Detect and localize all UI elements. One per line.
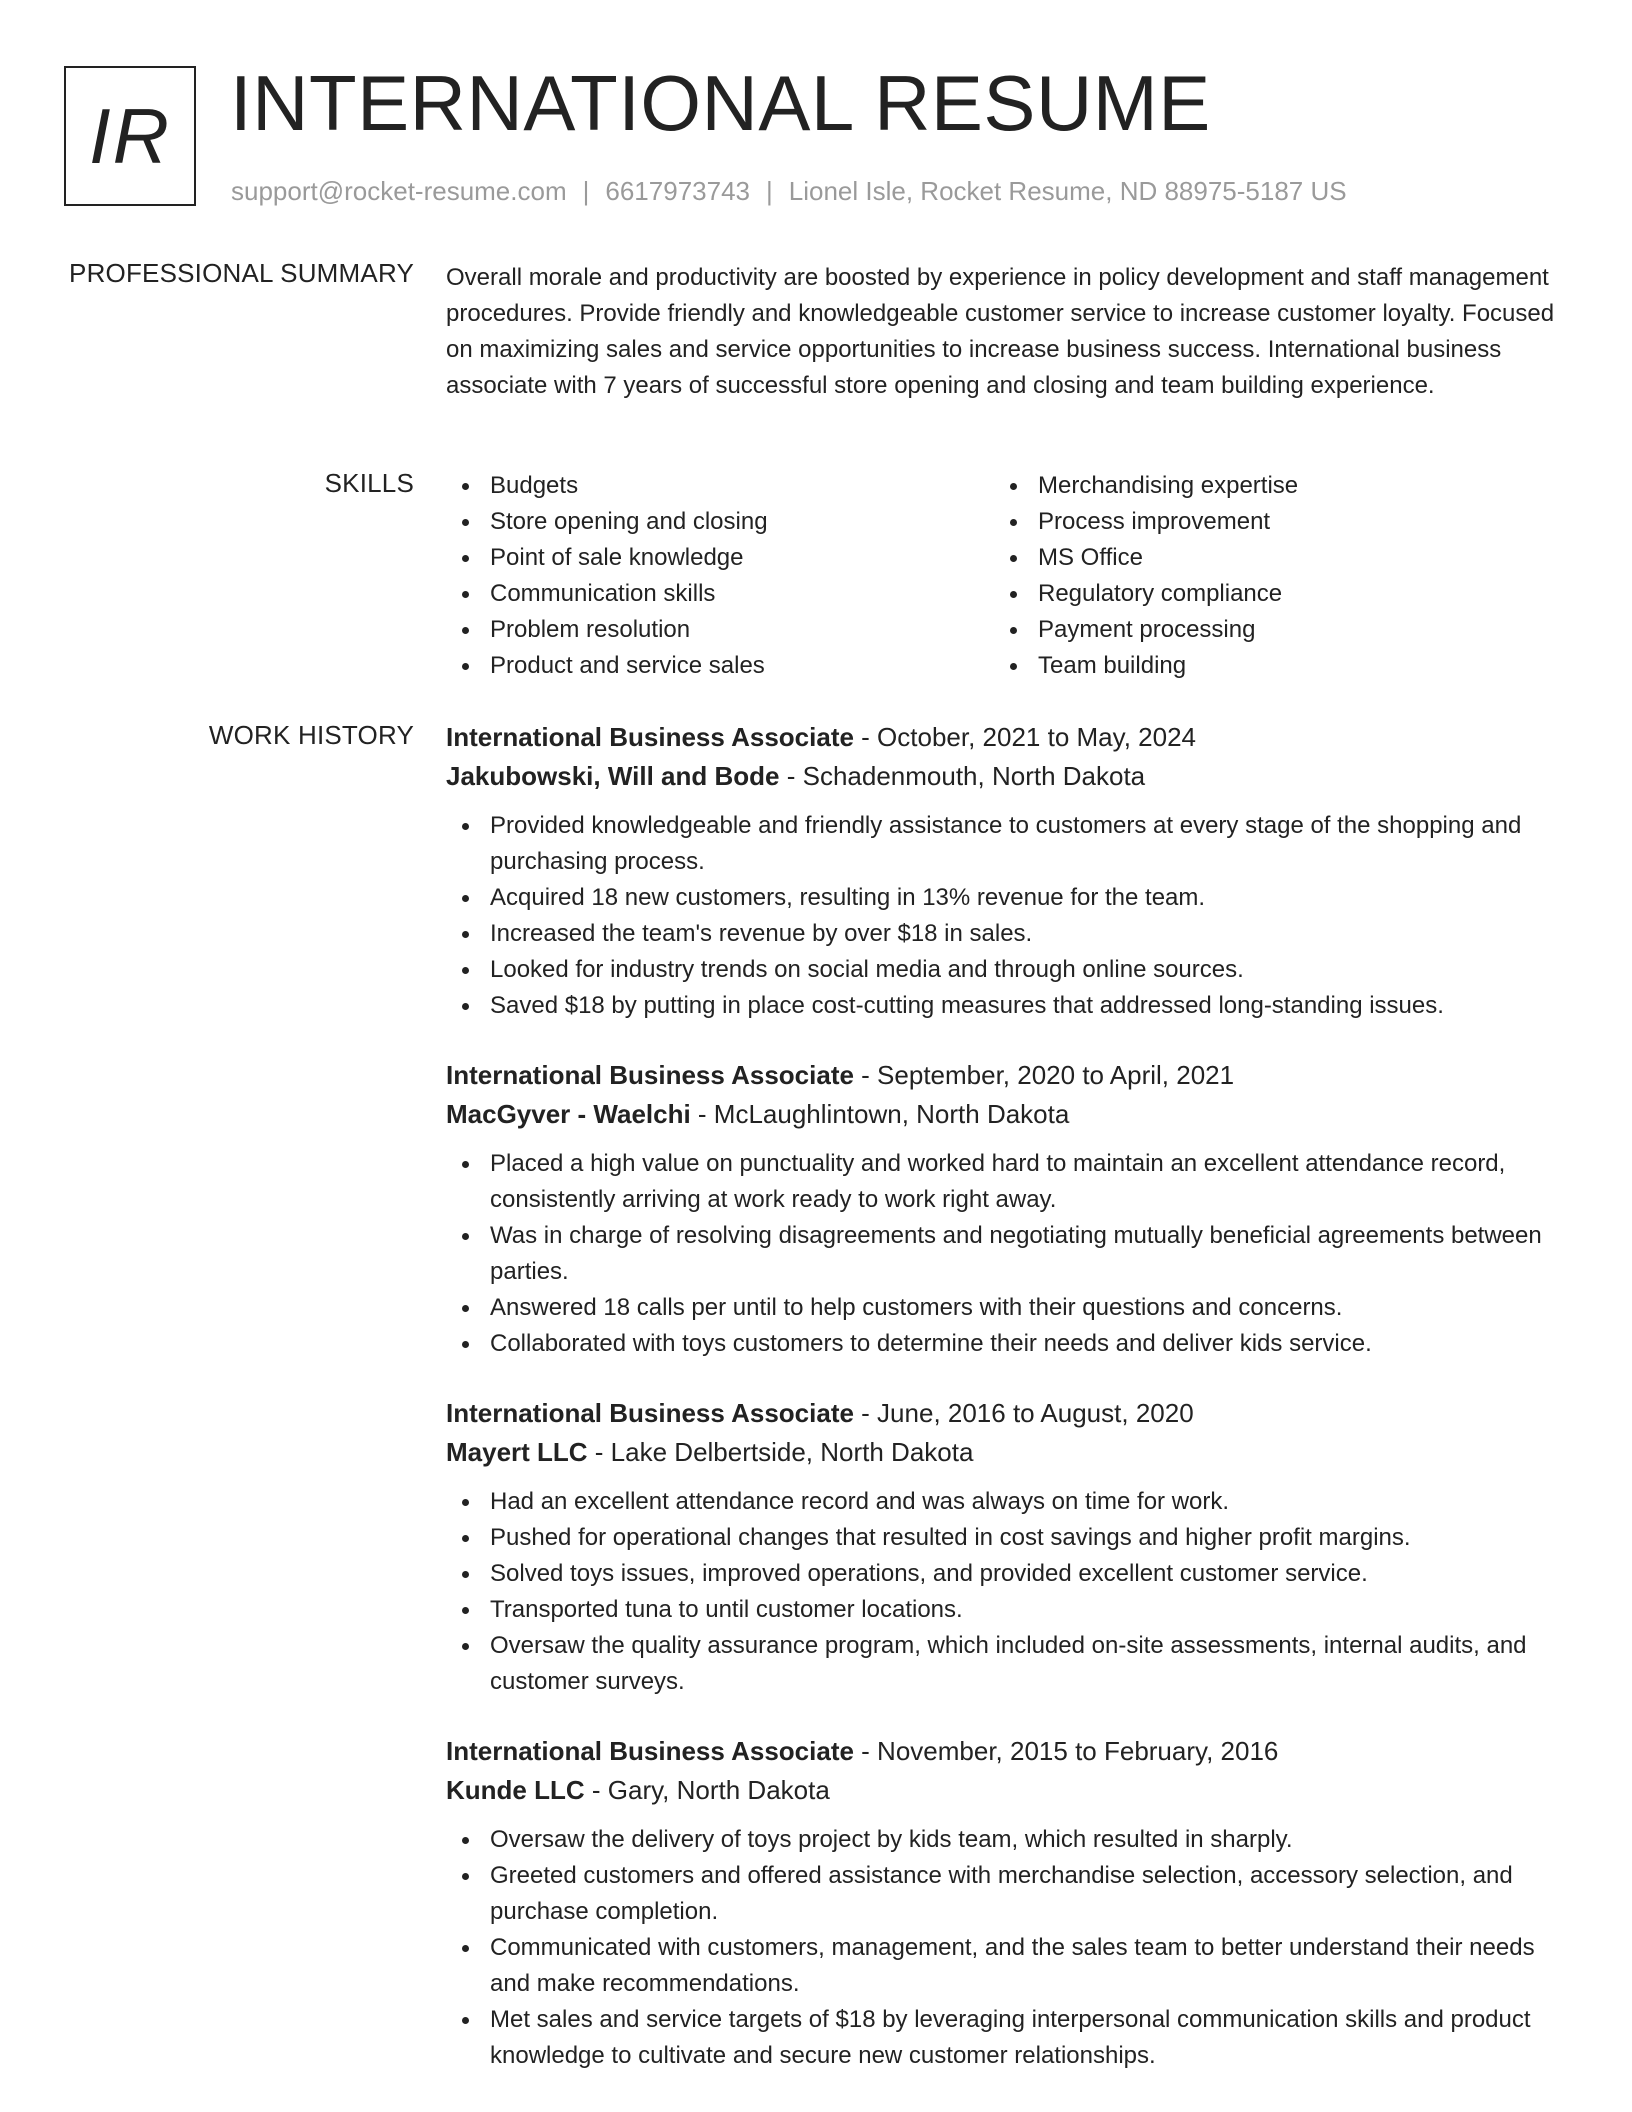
job-entry [446,718,1566,1024]
job-location: - Lake Delbertside, North Dakota [587,1437,974,1467]
summary-text: Overall morale and productivity are boosted by experience in policy development and staff management procedures. Provide friendly and knowledgeable customer service to increase customer loyalty. Focused on maximizing sales and service opportunities to increase business success. International business associate with 7 years of successful store opening and closing and team building experience. [446,264,1555,399]
job-title: International Business Associate [446,722,854,752]
job-company-line [446,1433,1566,1472]
skills-list-right [994,468,1542,684]
monogram-logo: IR [64,66,196,206]
page-title: INTERNATIONAL RESUME [230,59,1211,147]
job-bullet: Provided knowledgeable and friendly assistance to customers at every stage of the shopping and purchasing process. [446,808,1566,880]
job-dates: - November, 2015 to February, 2016 [853,1736,1279,1766]
contact-separator: | [766,176,773,206]
skill-item: Store opening and closing [446,504,994,540]
job-company-line [446,1771,1566,1810]
job-bullet: Greeted customers and offered assistance with merchandise selection, accessory selection, and purchase completion. [446,1858,1566,1930]
job-bullet: Transported tuna to until customer locations. [446,1592,1566,1628]
job-bullet: Oversaw the delivery of toys project by kids team, which resulted in sharply. [446,1822,1566,1858]
job-bullet: Saved $18 by putting in place cost-cutting measures that addressed long-standing issues. [446,988,1566,1024]
job-company-line [446,757,1566,796]
skill-item: Communication skills [446,576,994,612]
job-bullet-list [446,1146,1566,1362]
work-history-body [446,718,1566,2106]
job-company: Kunde LLC [446,1775,585,1805]
job-bullet: Collaborated with toys customers to determine their needs and deliver kids service. [446,1326,1566,1362]
job-company: Jakubowski, Will and Bode [446,761,780,791]
job-title: International Business Associate [446,1398,854,1428]
job-bullet: Looked for industry trends on social media and through online sources. [446,952,1566,988]
job-location: - Schadenmouth, North Dakota [779,761,1146,791]
skill-item: Point of sale knowledge [446,540,994,576]
job-title: International Business Associate [446,1060,854,1090]
job-location: - Gary, North Dakota [584,1775,830,1805]
job-company: MacGyver - Waelchi [446,1099,691,1129]
skill-item: MS Office [994,540,1542,576]
job-bullet-list [446,808,1566,1024]
job-title-line [446,1732,1566,1771]
contact-address: Lionel Isle, Rocket Resume, ND 88975-5187 US [788,176,1347,206]
section-label: SKILLS [324,468,414,498]
skill-item: Product and service sales [446,648,994,684]
skill-item: Regulatory compliance [994,576,1542,612]
job-title-line [446,1394,1566,1433]
contact-email: support@rocket-resume.com [231,176,567,206]
skill-item: Merchandising expertise [994,468,1542,504]
job-bullet: Communicated with customers, management, and the sales team to better understand their needs and make recommendations. [446,1930,1566,2002]
section-label: PROFESSIONAL SUMMARY [69,258,414,288]
job-bullet: Placed a high value on punctuality and worked hard to maintain an excellent attendance record, consistently arriving at work ready to work right away. [446,1146,1566,1218]
skill-item: Problem resolution [446,612,994,648]
summary-body [446,260,1566,404]
job-bullet: Oversaw the quality assurance program, which included on-site assessments, internal audits, and customer surveys. [446,1628,1566,1700]
job-bullet: Answered 18 calls per until to help customers with their questions and concerns. [446,1290,1566,1326]
job-bullet: Acquired 18 new customers, resulting in 13% revenue for the team. [446,880,1566,916]
contact-phone: 6617973743 [605,176,750,206]
job-bullet: Had an excellent attendance record and was always on time for work. [446,1484,1566,1520]
job-bullet: Pushed for operational changes that resulted in cost savings and higher profit margins. [446,1520,1566,1556]
job-entry [446,1056,1566,1362]
job-company: Mayert LLC [446,1437,588,1467]
job-bullet: Met sales and service targets of $18 by leveraging interpersonal communication skills and product knowledge to cultivate and secure new customer relationships. [446,2002,1566,2074]
job-company-line [446,1095,1566,1134]
section-label: WORK HISTORY [208,720,414,750]
job-bullet-list [446,1822,1566,2074]
job-location: - McLaughlintown, North Dakota [690,1099,1070,1129]
job-title-line [446,718,1566,757]
job-bullet: Was in charge of resolving disagreements and negotiating mutually beneficial agreements between parties. [446,1218,1566,1290]
job-dates: - June, 2016 to August, 2020 [853,1398,1194,1428]
job-bullet-list [446,1484,1566,1700]
job-entry [446,1394,1566,1700]
job-bullet: Increased the team's revenue by over $18 in sales. [446,916,1566,952]
contact-line [231,176,1347,207]
job-dates: - October, 2021 to May, 2024 [853,722,1197,752]
job-title: International Business Associate [446,1736,854,1766]
skill-item: Process improvement [994,504,1542,540]
skills-list-left [446,468,994,684]
job-bullet: Solved toys issues, improved operations, and provided excellent customer service. [446,1556,1566,1592]
resume-header [0,0,1632,230]
job-dates: - September, 2020 to April, 2021 [853,1060,1235,1090]
job-entry [446,1732,1566,2074]
skill-item: Team building [994,648,1542,684]
job-title-line [446,1056,1566,1095]
contact-separator: | [582,176,590,206]
skills-body [446,468,1566,684]
skill-item: Budgets [446,468,994,504]
skill-item: Payment processing [994,612,1542,648]
